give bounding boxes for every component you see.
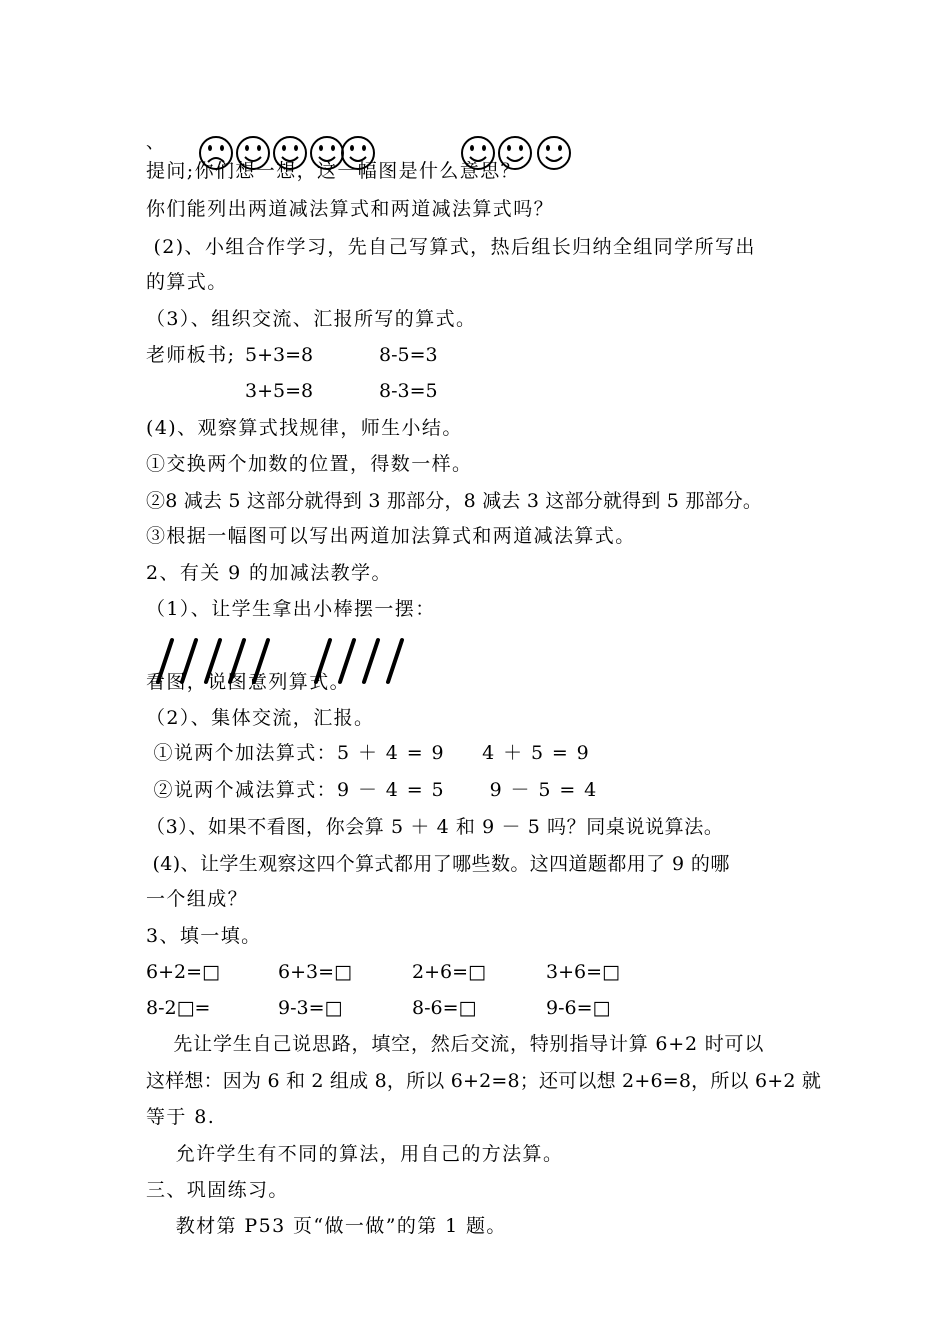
addition-equations: ①说两个加法算式：5 ＋ 4 = 9 4 ＋ 5 = 9 bbox=[146, 742, 591, 764]
look-at-picture-line: 看图，说图意列算式。 bbox=[146, 671, 351, 693]
section-3-heading: 3、填一填。 bbox=[146, 925, 262, 947]
fill-blank-item: 6+2=□ bbox=[146, 961, 220, 983]
board-equation: 8-5=3 bbox=[379, 344, 438, 366]
part-3-line: （3）、如果不看图，你会算 5 ＋ 4 和 9 － 5 吗？同桌说说算法。 bbox=[146, 816, 724, 838]
part-4-line-1: (4)、让学生观察这四个算式都用了哪些数。这四道题都用了 9 的哪 bbox=[146, 853, 730, 875]
textbook-exercise-line: 教材第 P53 页“做一做”的第 1 题。 bbox=[146, 1215, 507, 1237]
step-3-line: （3）、组织交流、汇报所写的算式。 bbox=[146, 308, 477, 330]
allow-methods-line: 允许学生有不同的算法，用自己的方法算。 bbox=[146, 1143, 564, 1165]
step-2-line-2: 的算式。 bbox=[146, 271, 228, 293]
fill-blank-item: 8-6=□ bbox=[412, 997, 477, 1019]
explanation-line-3: 等于 8. bbox=[146, 1106, 216, 1128]
rule-1: ①交换两个加数的位置，得数一样。 bbox=[146, 453, 473, 475]
rule-3: ③根据一幅图可以写出两道加法算式和两道减法算式。 bbox=[146, 525, 636, 547]
stick bbox=[388, 640, 402, 682]
fill-blank-item: 9-6=□ bbox=[546, 997, 611, 1019]
section-three-heading: 三、巩固练习。 bbox=[146, 1179, 289, 1201]
fill-blank-item: 6+3=□ bbox=[278, 961, 352, 983]
board-equation: 5+3=8 bbox=[245, 344, 314, 366]
fill-blank-item: 3+6=□ bbox=[546, 961, 620, 983]
rule-2: ②8 减去 5 这部分就得到 3 那部分，8 减去 3 这部分就得到 5 那部分。 bbox=[146, 490, 763, 512]
part-4-line-2: 一个组成？ bbox=[146, 888, 249, 910]
board-equation: 3+5=8 bbox=[245, 380, 314, 402]
fill-blank-item: 2+6=□ bbox=[412, 961, 486, 983]
board-label: 老师板书; bbox=[146, 344, 236, 366]
section-2-heading: 2、有关 9 的加减法教学。 bbox=[146, 562, 392, 584]
subtraction-equations: ②说两个减法算式：9 － 4 = 5 9 － 5 = 4 bbox=[146, 779, 598, 801]
explanation-line-2: 这样想：因为 6 和 2 组成 8，所以 6+2=8；还可以想 2+6=8，所以 6+2 就 bbox=[146, 1070, 822, 1092]
board-equation: 8-3=5 bbox=[379, 380, 438, 402]
part-1-line: （1）、让学生拿出小棒摆一摆： bbox=[146, 598, 436, 620]
part-2-line: （2）、集体交流，汇报。 bbox=[146, 707, 375, 729]
explanation-line-1: 先让学生自己说思路，填空，然后交流，特别指导计算 6+2 时可以 bbox=[146, 1033, 765, 1055]
fill-blank-item: 8-2□= bbox=[146, 997, 211, 1019]
question-line-2: 你们能列出两道减法算式和两道减法算式吗？ bbox=[146, 198, 555, 220]
fill-blank-item: 9-3=□ bbox=[278, 997, 343, 1019]
question-line-1: 提问;你们想一想，这一幅图是什么意思？ bbox=[146, 160, 522, 182]
list-marker: 、 bbox=[146, 132, 164, 153]
stick bbox=[364, 640, 378, 682]
step-2-line-1: (2)、小组合作学习，先自己写算式，热后组长归纳全组同学所写出 bbox=[146, 236, 756, 258]
step-4-line: (4)、观察算式找规律，师生小结。 bbox=[146, 417, 463, 439]
